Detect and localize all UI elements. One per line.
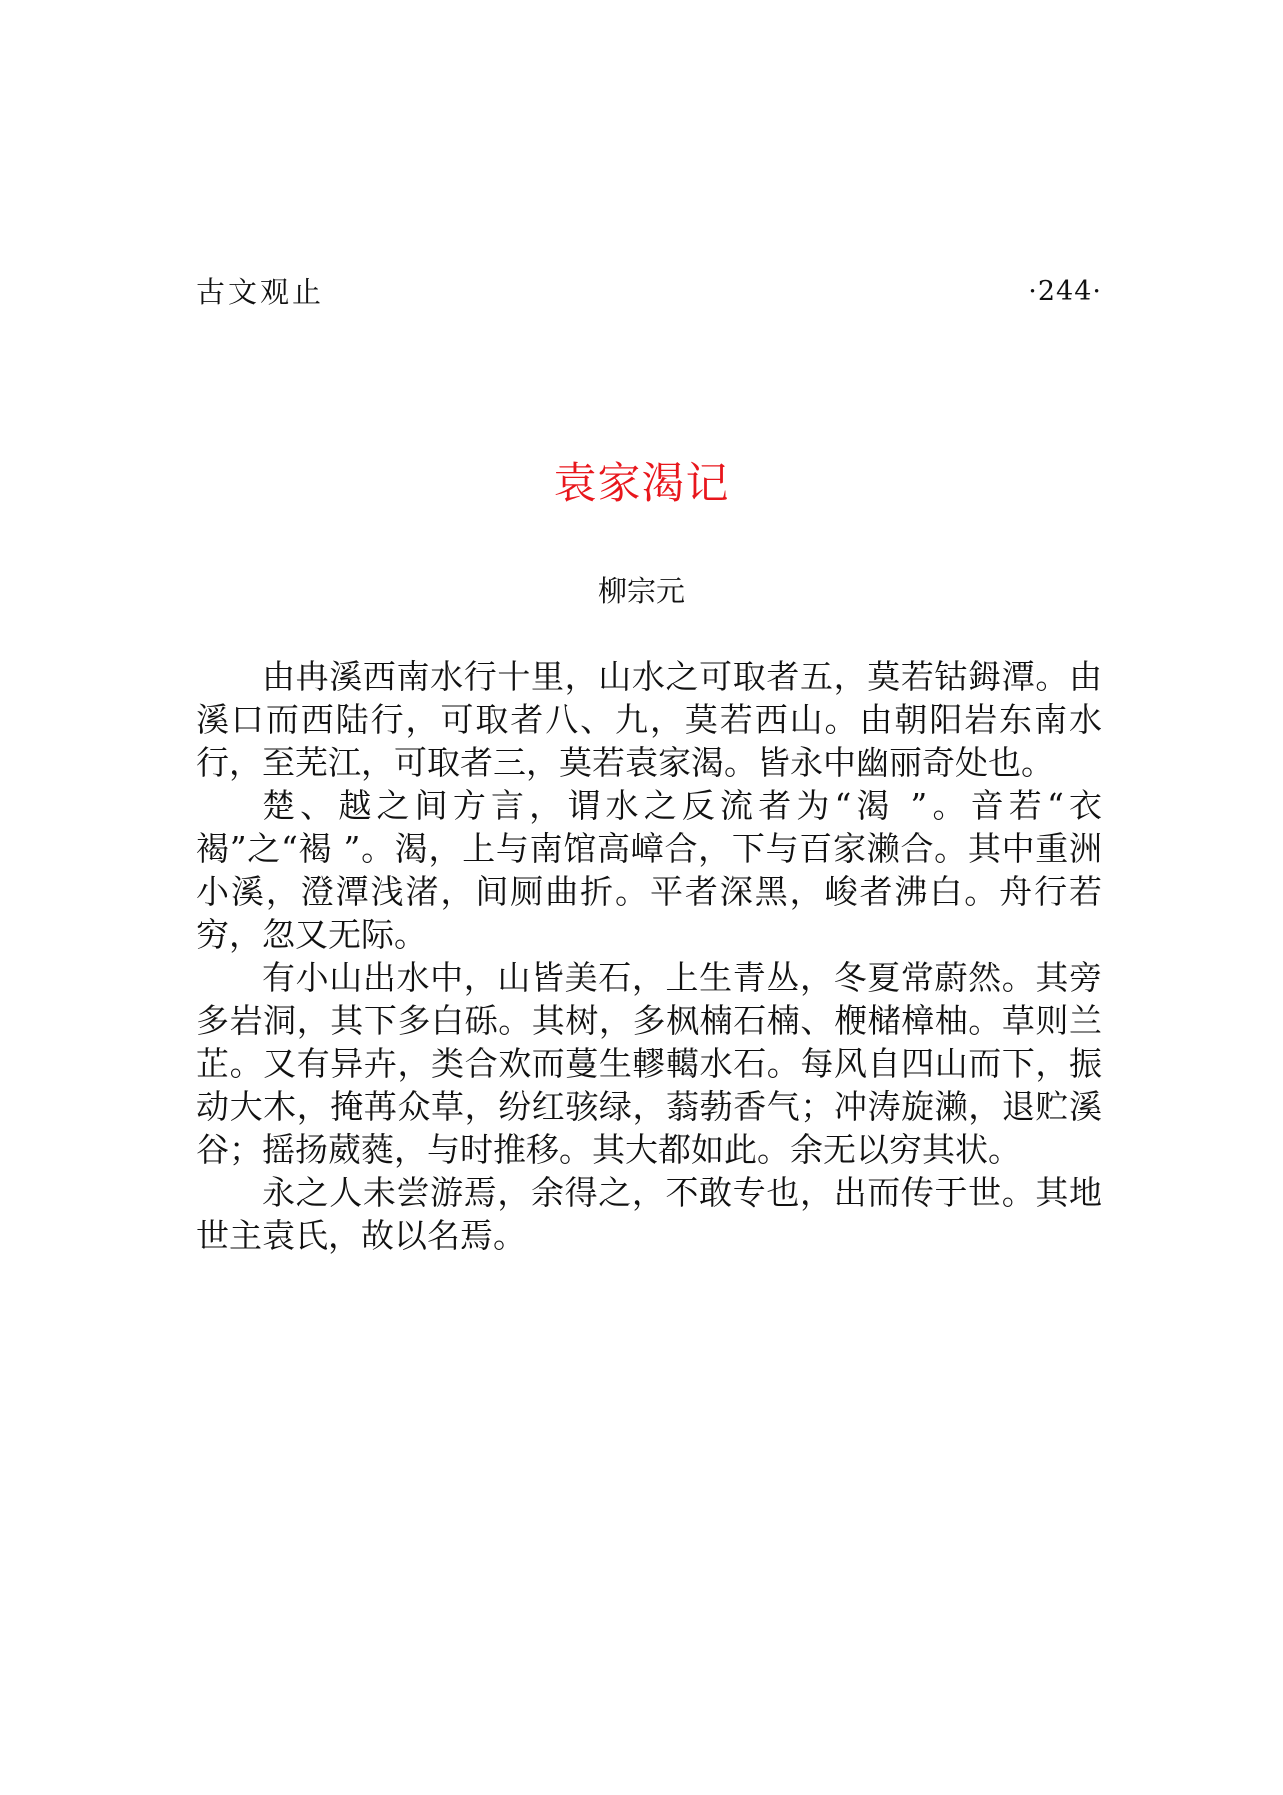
page-header [196,272,1102,312]
page-number: ·244· [1028,276,1102,307]
essay-body [196,655,1102,1257]
essay-author: 柳宗元 [597,574,685,608]
book-title: 古文观止 [196,275,325,309]
paragraph-2: 楚、越之间方言，谓水之反流者为“渴 ”。音若“衣褐”之“褐 ”。渴，上与南馆高嶂合，下与百家濑合。其中重洲小溪，澄潭浅渚，间厕曲折。平者深黑，峻者沸白。舟行若穷，忽又无际。 [196,786,1102,954]
paragraph-4: 永之人未尝游焉，余得之，不敢专也，出而传于世。其地世主袁氏，故以名焉。 [196,1173,1102,1255]
paragraph-1: 由冉溪西南水行十里，山水之可取者五，莫若钴鉧潭。由溪口而西陆行，可取者八、九，莫若西山。由朝阳岩东南水行，至芜江，可取者三，莫若袁家渴。皆永中幽丽奇处也。 [196,657,1102,782]
essay-title: 袁家渴记 [553,459,730,509]
paragraph-3: 有小山出水中，山皆美石，上生青丛，冬夏常蔚然。其旁多岩洞，其下多白砾。其树，多枫楠石楠、楩槠樟柚。草则兰芷。又有异卉，类合欢而蔓生轇轕水石。每风自四山而下，振动大木，掩苒众草，纷红骇绿，蓊葧香气；冲涛旋濑，退贮溪谷；摇扬葳蕤，与时推移。其大都如此。余无以穷其状。 [196,958,1102,1169]
